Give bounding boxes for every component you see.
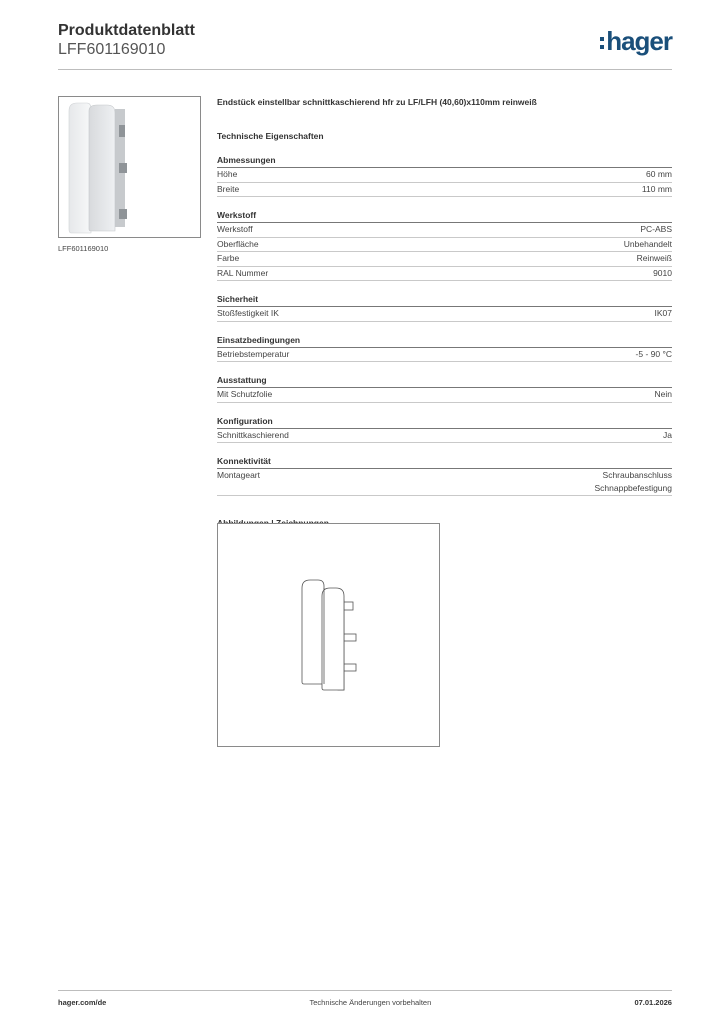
spec-label: Werkstoff [217, 224, 253, 234]
spec-row [217, 223, 672, 238]
group-sicherheit [217, 293, 672, 322]
spec-value: Ja [663, 429, 672, 440]
spec-value: Reinweiß [636, 253, 672, 263]
group-konfiguration [217, 415, 672, 444]
group-werkstoff [217, 209, 672, 281]
spec-row [217, 469, 672, 496]
group-einsatzbedingungen [217, 334, 672, 363]
footer-date: 07.01.2026 [634, 998, 672, 1007]
product-drawing [217, 523, 440, 747]
spec-value: 60 mm [646, 169, 672, 179]
hager-logo [600, 26, 672, 57]
group-konnektivitaet [217, 455, 672, 496]
spec-row [217, 238, 672, 253]
spec-value: Nein [654, 389, 672, 399]
group-title: Konfiguration [217, 415, 672, 429]
group-title: Einsatzbedingungen [217, 334, 672, 348]
product-thumbnail [58, 96, 201, 238]
spec-row [217, 168, 672, 183]
group-ausstattung [217, 374, 672, 403]
spec-row [217, 307, 672, 322]
spec-label: Schnittkaschierend [217, 429, 289, 440]
spec-value-line: Schnappbefestigung [594, 483, 672, 493]
spec-value: PC-ABS [640, 224, 672, 234]
spec-label: Stoßfestigkeit IK [217, 308, 279, 318]
product-name: Endstück einstellbar schnittkaschierend hfr zu LF/LFH (40,60)x110mm reinweiß [217, 97, 537, 107]
footer-website: hager.com/de [58, 998, 107, 1007]
article-number: LFF601169010 [58, 41, 166, 58]
spec-label: Mit Schutzfolie [217, 389, 273, 399]
technical-properties-heading: Technische Eigenschaften [217, 131, 324, 141]
spec-value: 9010 [653, 267, 672, 278]
footer-notice: Technische Änderungen vorbehalten [309, 998, 432, 1007]
spec-value: Unbehandelt [623, 238, 672, 249]
spec-row [217, 183, 672, 198]
logo-text: hager [606, 26, 672, 56]
spec-label: Höhe [217, 169, 238, 179]
page-header [58, 22, 672, 70]
spec-row [217, 388, 672, 403]
group-title: Sicherheit [217, 293, 672, 307]
spec-label: Breite [217, 183, 240, 194]
group-abmessungen [217, 154, 672, 197]
spec-label: RAL Nummer [217, 267, 269, 278]
logo-dots-icon [600, 37, 604, 49]
group-title: Ausstattung [217, 374, 672, 388]
spec-row [217, 267, 672, 282]
spec-value: 110 mm [641, 183, 672, 194]
spec-label: Montageart [217, 470, 260, 480]
group-title: Werkstoff [217, 209, 672, 223]
product-drawing-image [218, 524, 439, 746]
group-title: Konnektivität [217, 455, 672, 469]
spec-label: Oberfläche [217, 238, 259, 249]
spec-value [594, 469, 672, 495]
spec-row [217, 429, 672, 444]
document-title: Produktdatenblatt [58, 22, 195, 39]
spec-value-line: Schraubanschluss [602, 470, 672, 480]
spec-value: -5 - 90 °C [635, 348, 672, 359]
page-footer [58, 990, 672, 1007]
product-thumbnail-image [59, 97, 200, 237]
spec-label: Farbe [217, 253, 240, 263]
content-column [217, 96, 672, 528]
spec-row [217, 348, 672, 363]
spec-label: Betriebstemperatur [217, 348, 290, 359]
spec-row [217, 252, 672, 267]
group-title: Abmessungen [217, 154, 672, 168]
thumbnail-caption: LFF601169010 [58, 244, 109, 253]
spec-value: IK07 [654, 308, 672, 318]
